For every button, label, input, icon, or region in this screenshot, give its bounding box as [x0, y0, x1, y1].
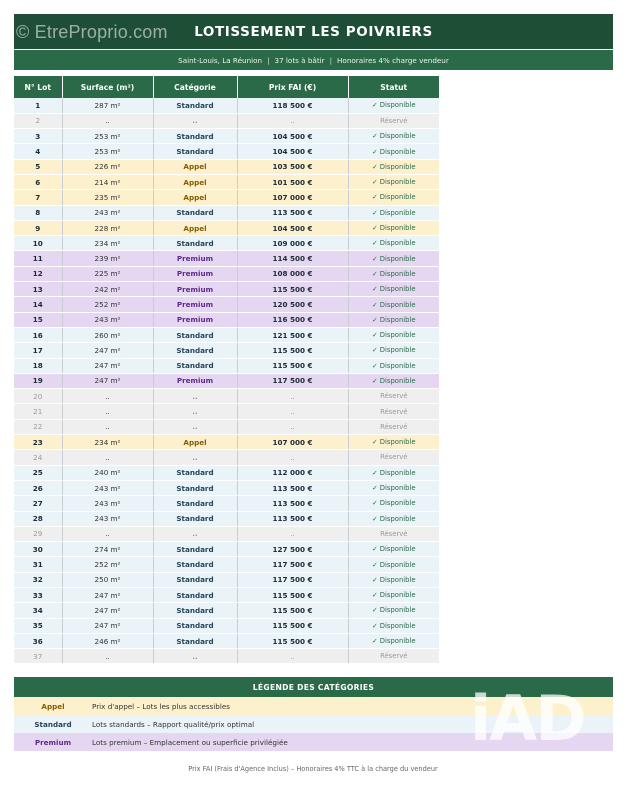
lot-number-cell: 36 [14, 633, 62, 648]
column-header-category: Catégorie [153, 76, 237, 98]
price-cell: 113 500 € [237, 480, 348, 495]
surface-cell: 242 m² [62, 282, 153, 297]
surface-cell: 246 m² [62, 633, 153, 648]
category-cell: Standard [153, 496, 237, 511]
location-text: Saint-Louis, La Réunion [178, 55, 263, 65]
status-cell: ✓ Disponible [348, 236, 439, 251]
category-cell: Standard [153, 205, 237, 220]
category-cell: Standard [153, 588, 237, 603]
lot-number-cell: 1 [14, 98, 62, 113]
category-cell: Standard [153, 572, 237, 587]
table-row [14, 480, 439, 495]
price-cell: 117 500 € [237, 557, 348, 572]
category-cell: Standard [153, 480, 237, 495]
category-cell: Premium [153, 312, 237, 327]
lot-number-cell: 32 [14, 572, 62, 587]
category-cell: Standard [153, 633, 237, 648]
table-row [14, 496, 439, 511]
status-cell: ✓ Disponible [348, 465, 439, 480]
status-cell: ✓ Disponible [348, 174, 439, 189]
category-cell: .. [153, 526, 237, 541]
category-cell: Standard [153, 144, 237, 159]
table-row [14, 526, 439, 541]
table-body [14, 98, 439, 664]
surface-cell: 234 m² [62, 236, 153, 251]
price-cell: .. [237, 389, 348, 404]
legend-title: LÉGENDE DES CATÉGORIES [14, 677, 613, 697]
table-row [14, 236, 439, 251]
etreproprio-watermark: © EtreProprio.com [16, 22, 168, 42]
legend-description: Lots standards – Rapport qualité/prix optimal [92, 719, 255, 729]
status-cell: ✓ Disponible [348, 297, 439, 312]
category-cell: Standard [153, 343, 237, 358]
table-row [14, 220, 439, 235]
lot-number-cell: 4 [14, 144, 62, 159]
price-cell: 104 500 € [237, 144, 348, 159]
category-cell: Premium [153, 297, 237, 312]
price-cell: 121 500 € [237, 327, 348, 342]
surface-cell: 243 m² [62, 205, 153, 220]
category-cell: Standard [153, 98, 237, 113]
status-cell: ✓ Disponible [348, 159, 439, 174]
price-cell: 107 000 € [237, 190, 348, 205]
category-cell: Standard [153, 542, 237, 557]
surface-cell: 253 m² [62, 129, 153, 144]
lot-number-cell: 9 [14, 220, 62, 235]
category-cell: .. [153, 113, 237, 128]
price-cell: 113 500 € [237, 496, 348, 511]
surface-cell: .. [62, 419, 153, 434]
table-row [14, 465, 439, 480]
status-cell: ✓ Disponible [348, 435, 439, 450]
category-cell: Standard [153, 465, 237, 480]
surface-cell: 247 m² [62, 603, 153, 618]
status-cell: ✓ Disponible [348, 144, 439, 159]
column-header-surface: Surface (m²) [62, 76, 153, 98]
price-cell: .. [237, 113, 348, 128]
lot-number-cell: 34 [14, 603, 62, 618]
category-cell: Standard [153, 129, 237, 144]
price-cell: .. [237, 404, 348, 419]
status-cell: ✓ Disponible [348, 542, 439, 557]
status-cell: Réservé [348, 526, 439, 541]
lot-number-cell: 35 [14, 618, 62, 633]
surface-cell: 225 m² [62, 266, 153, 281]
footer-note: Prix FAI (Frais d'Agence Inclus) – Honoraires 4% TTC à la charge du vendeur [188, 765, 438, 773]
surface-cell: 235 m² [62, 190, 153, 205]
category-cell: Standard [153, 603, 237, 618]
category-cell: .. [153, 450, 237, 465]
status-cell: ✓ Disponible [348, 588, 439, 603]
fees-text: Honoraires 4% charge vendeur [337, 55, 449, 65]
lot-number-cell: 27 [14, 496, 62, 511]
page-title: LOTISSEMENT LES POIVRIERS [194, 23, 433, 40]
table-row [14, 618, 439, 633]
lot-number-cell: 30 [14, 542, 62, 557]
surface-cell: .. [62, 526, 153, 541]
category-cell: Premium [153, 251, 237, 266]
lot-number-cell: 15 [14, 312, 62, 327]
status-cell: ✓ Disponible [348, 282, 439, 297]
table-row [14, 572, 439, 587]
lots-table [14, 76, 439, 664]
table-row [14, 312, 439, 327]
lot-number-cell: 31 [14, 557, 62, 572]
surface-cell: 252 m² [62, 297, 153, 312]
surface-cell: 243 m² [62, 312, 153, 327]
surface-cell: .. [62, 404, 153, 419]
status-cell: ✓ Disponible [348, 373, 439, 388]
table-row [14, 603, 439, 618]
table-row [14, 358, 439, 373]
table-row [14, 129, 439, 144]
price-cell: 109 000 € [237, 236, 348, 251]
status-cell: ✓ Disponible [348, 312, 439, 327]
legend-category: Premium [34, 737, 72, 747]
status-cell: ✓ Disponible [348, 557, 439, 572]
status-cell: ✓ Disponible [348, 220, 439, 235]
category-cell: Standard [153, 557, 237, 572]
lots-count-text: 37 lots à bâtir [274, 55, 325, 65]
surface-cell: 243 m² [62, 496, 153, 511]
lot-number-cell: 2 [14, 113, 62, 128]
lot-number-cell: 33 [14, 588, 62, 603]
lot-number-cell: 5 [14, 159, 62, 174]
lot-number-cell: 6 [14, 174, 62, 189]
lot-number-cell: 20 [14, 389, 62, 404]
surface-cell: 239 m² [62, 251, 153, 266]
surface-cell: 287 m² [62, 98, 153, 113]
legend-description: Lots premium – Emplacement ou superficie privilégiée [92, 737, 288, 747]
price-cell: 113 500 € [237, 511, 348, 526]
lot-number-cell: 11 [14, 251, 62, 266]
lot-number-cell: 13 [14, 282, 62, 297]
table-row [14, 190, 439, 205]
status-cell: ✓ Disponible [348, 480, 439, 495]
surface-cell: 247 m² [62, 343, 153, 358]
status-cell: ✓ Disponible [348, 358, 439, 373]
lot-number-cell: 10 [14, 236, 62, 251]
lot-number-cell: 29 [14, 526, 62, 541]
table-header-row [14, 76, 439, 98]
price-cell: 104 500 € [237, 220, 348, 235]
price-cell: 115 500 € [237, 588, 348, 603]
status-cell: Réservé [348, 404, 439, 419]
table-row [14, 649, 439, 664]
lot-number-cell: 22 [14, 419, 62, 434]
price-cell: 115 500 € [237, 603, 348, 618]
surface-cell: 240 m² [62, 465, 153, 480]
table-row [14, 511, 439, 526]
table-row [14, 144, 439, 159]
lot-number-cell: 21 [14, 404, 62, 419]
price-cell: 116 500 € [237, 312, 348, 327]
table-row [14, 419, 439, 434]
surface-cell: .. [62, 389, 153, 404]
table-row [14, 450, 439, 465]
table-row [14, 266, 439, 281]
table-row [14, 174, 439, 189]
lot-number-cell: 18 [14, 358, 62, 373]
category-cell: Appel [153, 435, 237, 450]
table-row [14, 435, 439, 450]
table-row [14, 633, 439, 648]
surface-cell: 252 m² [62, 557, 153, 572]
table-row [14, 557, 439, 572]
status-cell: ✓ Disponible [348, 496, 439, 511]
legend-category: Appel [41, 701, 65, 711]
surface-cell: .. [62, 649, 153, 664]
lot-number-cell: 37 [14, 649, 62, 664]
lot-number-cell: 7 [14, 190, 62, 205]
price-cell: 103 500 € [237, 159, 348, 174]
price-cell: 117 500 € [237, 572, 348, 587]
column-header-status: Statut [348, 76, 439, 98]
category-cell: Appel [153, 159, 237, 174]
price-cell: 112 000 € [237, 465, 348, 480]
legend-description: Prix d'appel – Lots les plus accessibles [92, 701, 231, 711]
status-cell: ✓ Disponible [348, 190, 439, 205]
price-cell: .. [237, 419, 348, 434]
price-cell: 114 500 € [237, 251, 348, 266]
category-cell: .. [153, 389, 237, 404]
table-row [14, 327, 439, 342]
table-row [14, 251, 439, 266]
price-cell: 117 500 € [237, 373, 348, 388]
surface-cell: 234 m² [62, 435, 153, 450]
table-row [14, 389, 439, 404]
status-cell: ✓ Disponible [348, 343, 439, 358]
surface-cell: .. [62, 450, 153, 465]
lot-number-cell: 19 [14, 373, 62, 388]
price-cell: 120 500 € [237, 297, 348, 312]
lot-number-cell: 26 [14, 480, 62, 495]
status-cell: ✓ Disponible [348, 205, 439, 220]
separator: | [329, 55, 333, 65]
price-cell: 108 000 € [237, 266, 348, 281]
category-cell: Standard [153, 358, 237, 373]
category-cell: Appel [153, 174, 237, 189]
surface-cell: 243 m² [62, 511, 153, 526]
status-cell: Réservé [348, 113, 439, 128]
price-cell: 101 500 € [237, 174, 348, 189]
surface-cell: 247 m² [62, 588, 153, 603]
status-cell: ✓ Disponible [348, 266, 439, 281]
category-cell: Standard [153, 327, 237, 342]
lot-number-cell: 8 [14, 205, 62, 220]
legend-category: Standard [34, 719, 72, 729]
surface-cell: 250 m² [62, 572, 153, 587]
price-cell: 104 500 € [237, 129, 348, 144]
category-cell: Standard [153, 618, 237, 633]
lot-number-cell: 14 [14, 297, 62, 312]
table-row [14, 404, 439, 419]
status-cell: ✓ Disponible [348, 633, 439, 648]
category-cell: .. [153, 404, 237, 419]
status-cell: ✓ Disponible [348, 251, 439, 266]
status-cell: Réservé [348, 450, 439, 465]
table-row [14, 282, 439, 297]
status-cell: ✓ Disponible [348, 618, 439, 633]
table-row [14, 343, 439, 358]
category-cell: Premium [153, 282, 237, 297]
column-header-lot: N° Lot [14, 76, 62, 98]
status-cell: ✓ Disponible [348, 511, 439, 526]
category-cell: Premium [153, 373, 237, 388]
price-cell: 115 500 € [237, 282, 348, 297]
price-cell: 115 500 € [237, 358, 348, 373]
surface-cell: 247 m² [62, 373, 153, 388]
lot-number-cell: 23 [14, 435, 62, 450]
surface-cell: 260 m² [62, 327, 153, 342]
lot-number-cell: 25 [14, 465, 62, 480]
lot-number-cell: 12 [14, 266, 62, 281]
status-cell: ✓ Disponible [348, 603, 439, 618]
table-row [14, 98, 439, 113]
price-cell: 118 500 € [237, 98, 348, 113]
table-row [14, 205, 439, 220]
surface-cell: 226 m² [62, 159, 153, 174]
status-cell: ✓ Disponible [348, 129, 439, 144]
table-row [14, 542, 439, 557]
surface-cell: 228 m² [62, 220, 153, 235]
price-cell: 115 500 € [237, 343, 348, 358]
price-cell: 115 500 € [237, 618, 348, 633]
price-cell: .. [237, 526, 348, 541]
lot-number-cell: 24 [14, 450, 62, 465]
table-row [14, 373, 439, 388]
table-row [14, 297, 439, 312]
surface-cell: .. [62, 113, 153, 128]
table-row [14, 159, 439, 174]
category-cell: Standard [153, 511, 237, 526]
price-cell: .. [237, 450, 348, 465]
lot-number-cell: 28 [14, 511, 62, 526]
category-cell: Appel [153, 190, 237, 205]
price-cell: 127 500 € [237, 542, 348, 557]
iad-logo-watermark: iAD [470, 682, 585, 755]
status-cell: Réservé [348, 389, 439, 404]
status-cell: Réservé [348, 419, 439, 434]
category-cell: Standard [153, 236, 237, 251]
separator: | [267, 55, 270, 65]
price-cell: .. [237, 649, 348, 664]
status-cell: Réservé [348, 649, 439, 664]
lot-number-cell: 17 [14, 343, 62, 358]
table-row [14, 588, 439, 603]
price-cell: 113 500 € [237, 205, 348, 220]
surface-cell: 243 m² [62, 480, 153, 495]
category-cell: Premium [153, 266, 237, 281]
lot-number-cell: 16 [14, 327, 62, 342]
price-cell: 107 000 € [237, 435, 348, 450]
surface-cell: 274 m² [62, 542, 153, 557]
lot-number-cell: 3 [14, 129, 62, 144]
surface-cell: 247 m² [62, 618, 153, 633]
price-cell: 115 500 € [237, 633, 348, 648]
surface-cell: 253 m² [62, 144, 153, 159]
page-subheader [14, 50, 613, 70]
category-cell: .. [153, 419, 237, 434]
category-cell: Appel [153, 220, 237, 235]
status-cell: ✓ Disponible [348, 572, 439, 587]
table-row [14, 113, 439, 128]
column-header-price: Prix FAI (€) [237, 76, 348, 98]
status-cell: ✓ Disponible [348, 327, 439, 342]
surface-cell: 214 m² [62, 174, 153, 189]
status-cell: ✓ Disponible [348, 98, 439, 113]
surface-cell: 247 m² [62, 358, 153, 373]
category-cell: .. [153, 649, 237, 664]
